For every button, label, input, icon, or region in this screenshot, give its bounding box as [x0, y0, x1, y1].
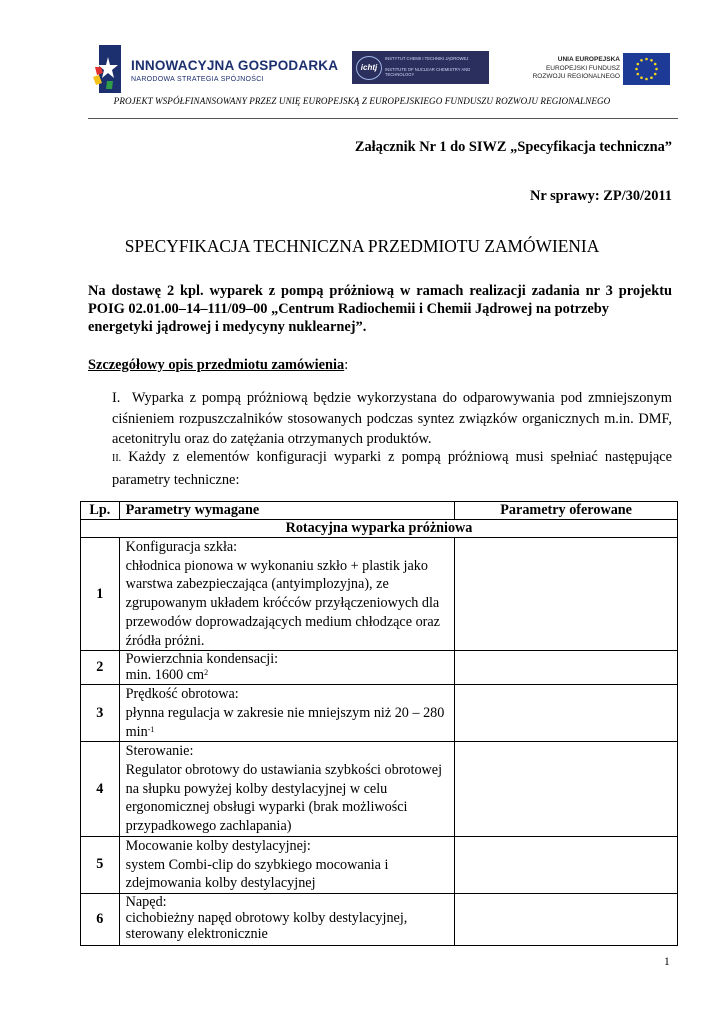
- ichtj-name-pl: INSTYTUT CHEMII I TECHNIKI JĄDROWEJ: [385, 56, 469, 61]
- row-text: system Combi-clip do szybkiego mocowania i zdejmowania kolby destylacyjnej: [125, 856, 389, 892]
- row-heading: Sterowanie:: [125, 743, 194, 760]
- row-required: [119, 538, 455, 651]
- table-header-row: [81, 502, 678, 520]
- attachment-label: Załącznik Nr 1 do SIWZ „Specyfikacja techniczna”: [354, 139, 672, 155]
- row-heading: Napęd:: [125, 893, 167, 910]
- paragraph-1-number: I.: [112, 390, 121, 406]
- intro-part-1: Na dostawę 2 kpl. wyparek z pompą próżniową w ramach realizacji zadania nr 3 projektu POIG 02.01.00–14–111/09–00 „Centrum Radiochemii i Chemii Jądrowej na potrzeby: [88, 283, 672, 317]
- paragraph-2-text: Każdy z elementów konfiguracji wyparki z pompą próżniową musi spełniać następujące parametry techniczne:: [112, 449, 672, 488]
- star-icon: [93, 43, 123, 95]
- row-number: 1: [81, 538, 120, 651]
- logo-title: INNOWACYJNA GOSPODARKA: [131, 58, 339, 73]
- table-row: [81, 651, 678, 685]
- offered-cell[interactable]: [455, 538, 678, 651]
- details-heading: [88, 357, 348, 374]
- row-number: 5: [81, 836, 120, 893]
- offered-cell[interactable]: [455, 836, 678, 893]
- row-heading: Prędkość obrotowa:: [125, 686, 239, 703]
- row-number: 2: [81, 651, 120, 685]
- header-required: Parametry wymagane: [119, 502, 455, 520]
- paragraph-2-number: II.: [112, 453, 122, 464]
- table-row: [81, 742, 678, 837]
- row-text: płynna regulacja w zakresie nie mniejszym niż 20 – 280 min: [125, 704, 445, 740]
- eu-line-2: EUROPEJSKI FUNDUSZ: [545, 64, 620, 72]
- paragraph-2: [112, 447, 672, 490]
- table-row: [81, 893, 678, 945]
- row-heading: Mocowanie kolby destylacyjnej:: [125, 837, 311, 854]
- row-number: 6: [81, 893, 120, 945]
- eu-logo: [526, 44, 676, 94]
- section-title: Rotacyjna wyparka próżniowa: [81, 520, 678, 538]
- ichtj-logo: [352, 51, 489, 84]
- row-heading: Powierzchnia kondensacji:: [125, 651, 279, 668]
- logo-subtitle: NARODOWA STRATEGIA SPÓJNOŚCI: [131, 76, 264, 83]
- ichtj-mark: ichtj: [356, 56, 382, 80]
- table-section-row: [81, 520, 678, 538]
- eu-flag-icon: [623, 53, 670, 85]
- details-heading-text: Szczegółowy opis przedmiotu zamówienia: [88, 357, 345, 373]
- row-number: 3: [81, 685, 120, 742]
- details-heading-colon: :: [344, 357, 349, 373]
- offered-cell[interactable]: [455, 742, 678, 837]
- row-text: Regulator obrotowy do ustawiania szybkości obrotowej na słupku powyżej kolby destylacyjnej w celu ergonomicznej obsługi wyparki (brak możliwości przypadkowego zachlapania): [125, 762, 443, 835]
- case-number: Nr sprawy: ZP/30/2011: [529, 188, 672, 204]
- page-title: SPECYFIKACJA TECHNICZNA PRZEDMIOTU ZAMÓWIENIA: [124, 236, 600, 256]
- row-superscript: 2: [204, 668, 209, 678]
- row-required: [119, 893, 455, 945]
- offered-cell[interactable]: [455, 685, 678, 742]
- cofinancing-note: PROJEKT WSPÓŁFINANSOWANY PRZEZ UNIĘ EUROPEJSKĄ Z EUROPEJSKIEGO FUNDUSZU ROZWOJU REGIONALNEGO: [113, 96, 611, 106]
- specification-table: [80, 501, 678, 946]
- table-row: [81, 836, 678, 893]
- paragraph-1: [112, 388, 672, 450]
- row-text: cichobieżny napęd obrotowy kolby destylacyjnej, sterowany elektronicznie: [125, 909, 408, 942]
- offered-cell[interactable]: [455, 893, 678, 945]
- paragraph-1-text: Wyparka z pompą próżniową będzie wykorzystana do odparowywania pod zmniejszonym ciśnieniem rozpuszczalników stosowanych podczas syntez związków organicznych m.in. DMF, acetonitrylu oraz do zatężania otrzymanych produktów.: [112, 390, 672, 447]
- innowacyjna-gospodarka-logo: [93, 43, 339, 95]
- table-row: [81, 538, 678, 651]
- table-row: [81, 685, 678, 742]
- row-text: min. 1600 cm: [125, 667, 205, 684]
- ichtj-name-en: INSTITUTE OF NUCLEAR CHEMISTRY AND TECHNOLOGY: [385, 67, 471, 77]
- row-superscript: -1: [147, 724, 155, 734]
- header-offered: Parametry oferowane: [455, 502, 678, 520]
- header-lp: Lp.: [81, 502, 120, 520]
- eu-line-1: UNIA EUROPEJSKA: [557, 56, 620, 63]
- row-required: [119, 836, 455, 893]
- row-required: [119, 742, 455, 837]
- page-number: 1: [664, 956, 670, 968]
- header-divider: [88, 118, 678, 119]
- row-text: chłodnica pionowa w wykonaniu szkło + plastik jako warstwa zabezpieczająca (antyimplozyjna), ze zgrupowanym układem króćców przyłączeniowych dla przewodów doprowadzających medium chłodzące oraz źródła próżni.: [125, 557, 440, 649]
- row-heading: Konfiguracja szkła:: [125, 539, 238, 555]
- intro-part-2: energetyki jądrowej i medycyny nuklearnej”.: [88, 319, 367, 335]
- offered-cell[interactable]: [455, 651, 678, 685]
- eu-line-3: ROZWOJU REGIONALNEGO: [532, 73, 620, 80]
- intro-paragraph: [88, 282, 672, 336]
- row-required: [119, 685, 455, 742]
- eu-logo-text: [533, 56, 620, 82]
- row-required: [119, 651, 455, 685]
- row-number: 4: [81, 742, 120, 837]
